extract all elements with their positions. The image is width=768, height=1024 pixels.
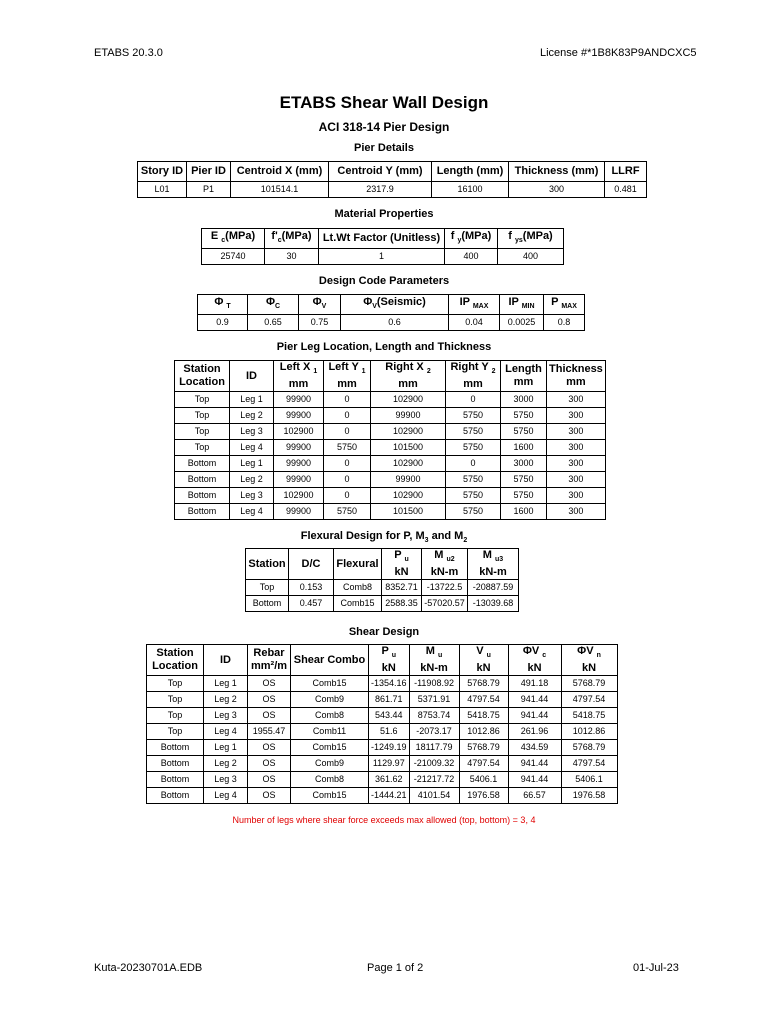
table-cell: Leg 4 bbox=[230, 504, 274, 520]
col-header: Station Location bbox=[175, 361, 230, 392]
table-cell: -1354.16 bbox=[369, 676, 410, 692]
table-row bbox=[175, 408, 606, 424]
table-cell: Top bbox=[175, 408, 230, 424]
table-cell: 941.44 bbox=[508, 708, 561, 724]
table-cell: 5418.75 bbox=[459, 708, 508, 724]
table-cell: -1444.21 bbox=[369, 788, 410, 804]
flexural-heading: Flexural Design for P, $M_3$ and $M_2$ bbox=[300, 530, 468, 545]
table-cell: Bottom bbox=[175, 488, 230, 504]
header-app: ETABS 20.3.0 bbox=[94, 47, 163, 59]
table-cell: 5418.75 bbox=[561, 708, 617, 724]
table-cell: 5750 bbox=[501, 424, 547, 440]
table-cell: 99900 bbox=[371, 408, 446, 424]
table-cell: 543.44 bbox=[369, 708, 410, 724]
table-cell: 101500 bbox=[371, 504, 446, 520]
table-cell: 1600 bbox=[501, 504, 547, 520]
table-cell: 300 bbox=[547, 440, 606, 456]
col-header: P $_u$ kN bbox=[382, 549, 422, 580]
col-header: Station bbox=[246, 549, 289, 580]
col-header: Pier ID bbox=[187, 162, 231, 182]
code-params-heading: Design Code Parameters bbox=[318, 275, 450, 287]
col-header: M $_u$ kN-m bbox=[409, 645, 459, 676]
table-row bbox=[202, 249, 564, 265]
shear-table bbox=[146, 644, 618, 804]
table-cell: 102900 bbox=[371, 456, 446, 472]
table-cell: Comb9 bbox=[291, 756, 369, 772]
table-cell: 99900 bbox=[274, 392, 324, 408]
table-cell: 0 bbox=[324, 408, 371, 424]
footer-date: 01-Jul-23 bbox=[633, 962, 679, 974]
col-header: V $_u$ kN bbox=[459, 645, 508, 676]
table-cell: Bottom bbox=[147, 756, 204, 772]
table-cell: 5768.79 bbox=[459, 676, 508, 692]
col-header: E $_c$(MPa) bbox=[202, 229, 265, 249]
table-cell: Leg 2 bbox=[204, 756, 248, 772]
table-cell: 300 bbox=[547, 456, 606, 472]
table-cell: P1 bbox=[187, 182, 231, 198]
table-cell: 0.0025 bbox=[500, 315, 544, 331]
table-cell: 0.04 bbox=[449, 315, 500, 331]
table-cell: 25740 bbox=[202, 249, 265, 265]
table-cell: Top bbox=[147, 724, 204, 740]
table-cell: 3000 bbox=[501, 392, 547, 408]
table-cell: 16100 bbox=[432, 182, 509, 198]
col-header: $\Phi_V$ bbox=[299, 295, 341, 315]
col-header: ΦV $_c$ kN bbox=[508, 645, 561, 676]
table-cell: 5406.1 bbox=[561, 772, 617, 788]
table-cell: 102900 bbox=[274, 424, 324, 440]
table-cell: 99900 bbox=[274, 456, 324, 472]
table-cell: -13039.68 bbox=[468, 596, 519, 612]
table-row bbox=[147, 740, 618, 756]
table-cell: -57020.57 bbox=[422, 596, 468, 612]
table-cell: 0.75 bbox=[299, 315, 341, 331]
col-header: $f'_c(MPa)$ bbox=[265, 229, 319, 249]
table-cell: OS bbox=[248, 756, 291, 772]
table-cell: 4797.54 bbox=[561, 756, 617, 772]
table-cell: OS bbox=[248, 788, 291, 804]
footer-file: Kuta-20230701A.EDB bbox=[94, 962, 203, 974]
table-cell: Top bbox=[246, 580, 289, 596]
table-cell: Leg 2 bbox=[230, 408, 274, 424]
table-cell: 0 bbox=[324, 392, 371, 408]
table-cell: 18117.79 bbox=[409, 740, 459, 756]
table-cell: 102900 bbox=[274, 488, 324, 504]
table-cell: 491.18 bbox=[508, 676, 561, 692]
table-cell: 861.71 bbox=[369, 692, 410, 708]
table-cell: 5750 bbox=[501, 472, 547, 488]
col-header: ID bbox=[204, 645, 248, 676]
table-cell: 99900 bbox=[274, 408, 324, 424]
col-header: Station Location bbox=[147, 645, 204, 676]
table-cell: Leg 1 bbox=[230, 392, 274, 408]
table-cell: 1129.97 bbox=[369, 756, 410, 772]
col-header: Rebar mm²/m bbox=[248, 645, 291, 676]
table-cell: Bottom bbox=[147, 772, 204, 788]
table-cell: 5750 bbox=[324, 504, 371, 520]
table-cell: 0.65 bbox=[248, 315, 299, 331]
table-cell: 0.457 bbox=[289, 596, 334, 612]
table-cell: OS bbox=[248, 692, 291, 708]
table-cell: 1976.58 bbox=[459, 788, 508, 804]
table-cell: OS bbox=[248, 772, 291, 788]
table-cell: 0.9 bbox=[198, 315, 248, 331]
table-cell: 1012.86 bbox=[459, 724, 508, 740]
page-subtitle: ACI 318-14 Pier Design bbox=[318, 120, 450, 134]
col-header: Right X $_2$ mm bbox=[371, 361, 446, 392]
table-cell: Top bbox=[147, 708, 204, 724]
col-header: Length (mm) bbox=[432, 162, 509, 182]
table-cell: 300 bbox=[509, 182, 605, 198]
table-cell: 102900 bbox=[371, 488, 446, 504]
table-cell: 5750 bbox=[446, 472, 501, 488]
col-header: Shear Combo bbox=[291, 645, 369, 676]
table-cell: Leg 4 bbox=[230, 440, 274, 456]
material-table bbox=[201, 228, 564, 265]
table-cell: 400 bbox=[445, 249, 498, 265]
table-cell: -1249.19 bbox=[369, 740, 410, 756]
table-cell: Comb8 bbox=[291, 772, 369, 788]
col-header: Lt.Wt Factor (Unitless) bbox=[319, 229, 445, 249]
table-cell: 300 bbox=[547, 424, 606, 440]
table-cell: Bottom bbox=[175, 472, 230, 488]
table-cell: 101500 bbox=[371, 440, 446, 456]
table-cell: 400 bbox=[498, 249, 564, 265]
table-cell: 2588.35 bbox=[382, 596, 422, 612]
table-cell: 1012.86 bbox=[561, 724, 617, 740]
table-cell: Top bbox=[175, 424, 230, 440]
table-cell: 5371.91 bbox=[409, 692, 459, 708]
table-cell: Comb15 bbox=[291, 676, 369, 692]
table-cell: 66.57 bbox=[508, 788, 561, 804]
table-cell: 4101.54 bbox=[409, 788, 459, 804]
table-cell: 4797.54 bbox=[561, 692, 617, 708]
table-cell: 941.44 bbox=[508, 756, 561, 772]
table-cell: -11908.92 bbox=[409, 676, 459, 692]
table-cell: OS bbox=[248, 676, 291, 692]
table-cell: 4797.54 bbox=[459, 692, 508, 708]
table-cell: 5750 bbox=[446, 408, 501, 424]
col-header: M $_{u2}$ kN-m bbox=[422, 549, 468, 580]
table-cell: Leg 3 bbox=[230, 488, 274, 504]
col-header: f $_y$(MPa) bbox=[445, 229, 498, 249]
table-cell: Leg 3 bbox=[204, 708, 248, 724]
table-row bbox=[147, 788, 618, 804]
table-cell: OS bbox=[248, 708, 291, 724]
table-cell: 434.59 bbox=[508, 740, 561, 756]
table-cell: 0.8 bbox=[544, 315, 585, 331]
table-cell: 5750 bbox=[501, 488, 547, 504]
table-cell: 99900 bbox=[371, 472, 446, 488]
table-cell: 101514.1 bbox=[231, 182, 329, 198]
table-row bbox=[198, 315, 585, 331]
table-cell: 0 bbox=[324, 424, 371, 440]
table-cell: 0 bbox=[324, 488, 371, 504]
col-header: Φ $_T$ bbox=[198, 295, 248, 315]
col-header: M $_{u3}$ kN-m bbox=[468, 549, 519, 580]
table-cell: Comb15 bbox=[291, 740, 369, 756]
table-cell: OS bbox=[248, 740, 291, 756]
table-cell: 1600 bbox=[501, 440, 547, 456]
footer-page: Page 1 of 2 bbox=[367, 962, 424, 974]
table-cell: Leg 2 bbox=[230, 472, 274, 488]
table-row bbox=[147, 676, 618, 692]
table-cell: 5406.1 bbox=[459, 772, 508, 788]
table-cell: 5768.79 bbox=[561, 676, 617, 692]
table-cell: 0.153 bbox=[289, 580, 334, 596]
table-cell: 2317.9 bbox=[329, 182, 432, 198]
table-cell: 300 bbox=[547, 488, 606, 504]
col-header: Thickness mm bbox=[547, 361, 606, 392]
table-cell: 5750 bbox=[501, 408, 547, 424]
col-header: Length mm bbox=[501, 361, 547, 392]
col-header: ΦV $_n$ kN bbox=[561, 645, 617, 676]
table-cell: Top bbox=[147, 676, 204, 692]
table-cell: Comb11 bbox=[291, 724, 369, 740]
table-row bbox=[147, 708, 618, 724]
table-cell: 4797.54 bbox=[459, 756, 508, 772]
table-cell: -2073.17 bbox=[409, 724, 459, 740]
table-cell: Bottom bbox=[147, 740, 204, 756]
table-row bbox=[246, 580, 519, 596]
pier-details-heading: Pier Details bbox=[354, 142, 414, 154]
table-cell: 300 bbox=[547, 504, 606, 520]
shear-heading: Shear Design bbox=[348, 626, 420, 638]
table-cell: Leg 2 bbox=[204, 692, 248, 708]
table-cell: 261.96 bbox=[508, 724, 561, 740]
table-row bbox=[175, 472, 606, 488]
table-row bbox=[175, 456, 606, 472]
table-row bbox=[147, 772, 618, 788]
table-cell: 0 bbox=[446, 392, 501, 408]
table-row bbox=[175, 504, 606, 520]
table-cell: Comb15 bbox=[334, 596, 382, 612]
pier-leg-table bbox=[174, 360, 606, 520]
table-cell: 99900 bbox=[274, 504, 324, 520]
table-cell: Bottom bbox=[175, 504, 230, 520]
table-cell: 361.62 bbox=[369, 772, 410, 788]
table-cell: 0.6 bbox=[341, 315, 449, 331]
table-cell: 30 bbox=[265, 249, 319, 265]
table-cell: 300 bbox=[547, 392, 606, 408]
pier-leg-heading: Pier Leg Location, Length and Thickness bbox=[276, 341, 492, 353]
table-cell: 300 bbox=[547, 472, 606, 488]
header-license: License #*1B8K83P9ANDCXC5 bbox=[540, 47, 697, 59]
table-cell: Top bbox=[175, 440, 230, 456]
table-cell: 0 bbox=[324, 472, 371, 488]
col-header: P $_{MAX}$ bbox=[544, 295, 585, 315]
table-cell: 8753.74 bbox=[409, 708, 459, 724]
table-cell: 941.44 bbox=[508, 772, 561, 788]
table-cell: 5750 bbox=[446, 504, 501, 520]
table-cell: Leg 1 bbox=[204, 740, 248, 756]
table-cell: 8352.71 bbox=[382, 580, 422, 596]
table-cell: 300 bbox=[547, 408, 606, 424]
col-header: Centroid Y (mm) bbox=[329, 162, 432, 182]
table-cell: Top bbox=[175, 392, 230, 408]
col-header: D/C bbox=[289, 549, 334, 580]
table-cell: 99900 bbox=[274, 472, 324, 488]
table-cell: 5750 bbox=[446, 424, 501, 440]
table-cell: Leg 1 bbox=[204, 676, 248, 692]
shear-warning-note: Number of legs where shear force exceeds max allowed (top, bottom) = 3, 4 bbox=[232, 815, 536, 825]
col-header: LLRF bbox=[605, 162, 647, 182]
col-header: IP $_{MAX}$ bbox=[449, 295, 500, 315]
col-header: IP $_{MIN}$ bbox=[500, 295, 544, 315]
table-cell: Bottom bbox=[246, 596, 289, 612]
col-header: Left Y $_1$ mm bbox=[324, 361, 371, 392]
pier-details-table bbox=[137, 161, 647, 198]
col-header: Thickness (mm) bbox=[509, 162, 605, 182]
col-header: ID bbox=[230, 361, 274, 392]
table-cell: Top bbox=[147, 692, 204, 708]
table-row bbox=[175, 424, 606, 440]
table-row bbox=[147, 692, 618, 708]
table-cell: 1 bbox=[319, 249, 445, 265]
material-heading: Material Properties bbox=[334, 208, 434, 220]
code-params-table bbox=[197, 294, 585, 331]
table-cell: Leg 1 bbox=[230, 456, 274, 472]
col-header: $\Phi_C$ bbox=[248, 295, 299, 315]
table-cell: 1976.58 bbox=[561, 788, 617, 804]
table-cell: Comb9 bbox=[291, 692, 369, 708]
table-cell: Leg 3 bbox=[204, 772, 248, 788]
table-cell: Leg 3 bbox=[230, 424, 274, 440]
table-cell: 0.481 bbox=[605, 182, 647, 198]
table-cell: 51.6 bbox=[369, 724, 410, 740]
table-cell: Bottom bbox=[147, 788, 204, 804]
table-row bbox=[147, 756, 618, 772]
table-cell: Comb15 bbox=[291, 788, 369, 804]
table-row bbox=[138, 182, 647, 198]
table-cell: Leg 4 bbox=[204, 724, 248, 740]
table-cell: -20887.59 bbox=[468, 580, 519, 596]
col-header: Flexural bbox=[334, 549, 382, 580]
table-cell: Comb8 bbox=[334, 580, 382, 596]
table-cell: 5750 bbox=[446, 440, 501, 456]
table-cell: -21009.32 bbox=[409, 756, 459, 772]
col-header: P $_u$ kN bbox=[369, 645, 410, 676]
col-header: Story ID bbox=[138, 162, 187, 182]
table-cell: 941.44 bbox=[508, 692, 561, 708]
table-cell: L01 bbox=[138, 182, 187, 198]
table-cell: 3000 bbox=[501, 456, 547, 472]
col-header: f $_{ys}$(MPa) bbox=[498, 229, 564, 249]
table-cell: 1955.47 bbox=[248, 724, 291, 740]
table-row bbox=[246, 596, 519, 612]
table-cell: Leg 4 bbox=[204, 788, 248, 804]
col-header: Left X $_1$ mm bbox=[274, 361, 324, 392]
table-row bbox=[175, 488, 606, 504]
table-cell: 5750 bbox=[324, 440, 371, 456]
table-row bbox=[175, 392, 606, 408]
table-row bbox=[147, 724, 618, 740]
col-header: Centroid X (mm) bbox=[231, 162, 329, 182]
table-cell: 0 bbox=[324, 456, 371, 472]
col-header: Right Y $_2$ mm bbox=[446, 361, 501, 392]
flexural-table bbox=[245, 548, 519, 612]
table-cell: 102900 bbox=[371, 392, 446, 408]
table-cell: -13722.5 bbox=[422, 580, 468, 596]
table-cell: 5750 bbox=[446, 488, 501, 504]
col-header: $\Phi_V(Seismic)$ bbox=[341, 295, 449, 315]
table-cell: 5768.79 bbox=[459, 740, 508, 756]
table-cell: 0 bbox=[446, 456, 501, 472]
table-cell: 99900 bbox=[274, 440, 324, 456]
table-cell: Comb8 bbox=[291, 708, 369, 724]
page-title: ETABS Shear Wall Design bbox=[279, 93, 489, 112]
table-cell: 102900 bbox=[371, 424, 446, 440]
table-cell: -21217.72 bbox=[409, 772, 459, 788]
table-cell: 5768.79 bbox=[561, 740, 617, 756]
table-row bbox=[175, 440, 606, 456]
table-cell: Bottom bbox=[175, 456, 230, 472]
